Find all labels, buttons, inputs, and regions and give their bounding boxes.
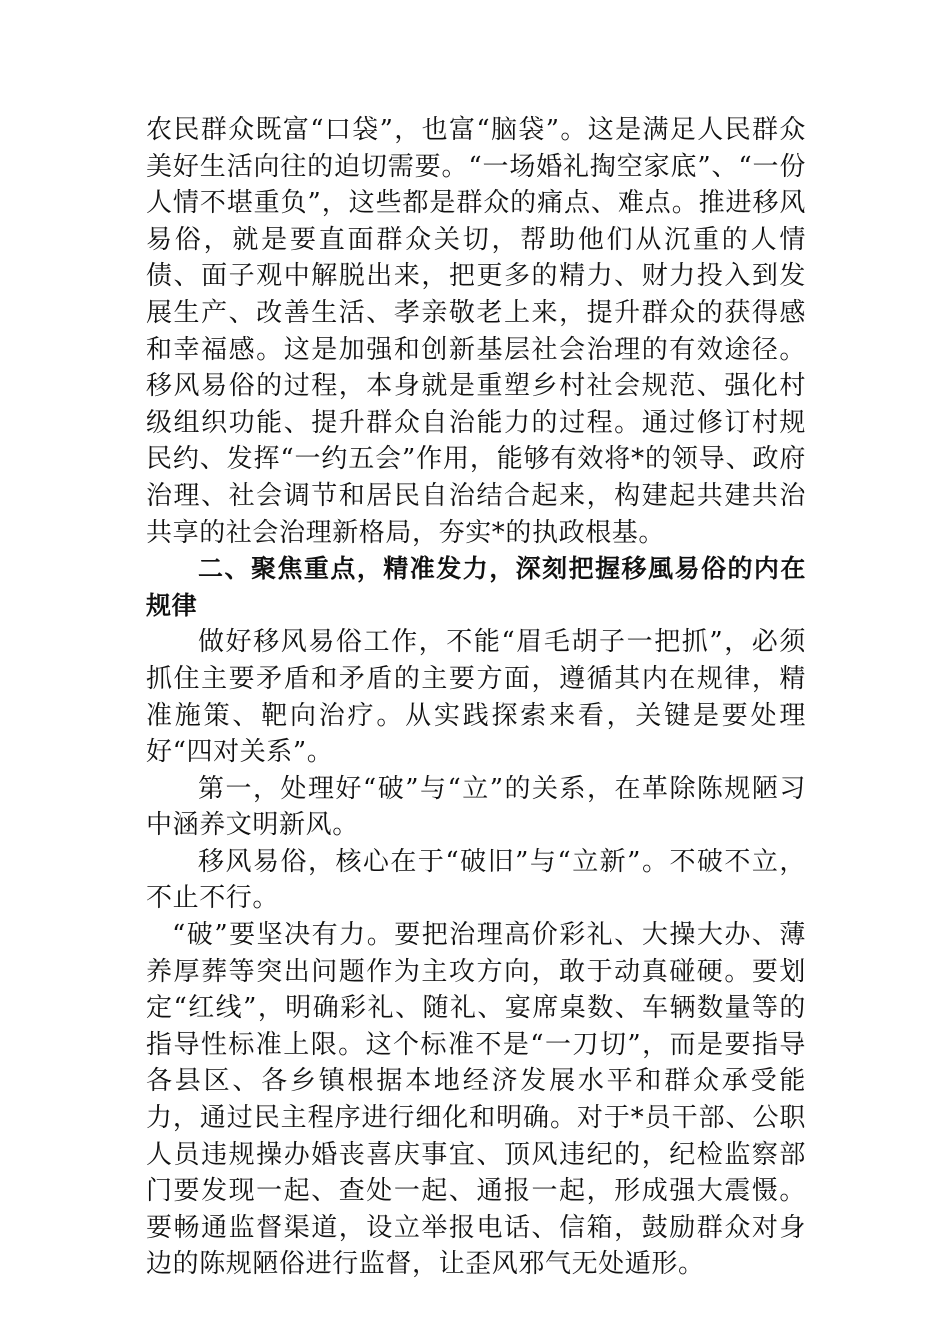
body-paragraph-1: 农民群众既富“口袋”，也富“脑袋”。这是满足人民群众美好生活向往的迫切需要。“一场婚礼掏空家底”、“一份人情不堪重负”，这些都是群众的痛点、难点。推进移风易俗，就是要直面群众关切，帮助他们从沉重的人情债、面子观中解脱出来，把更多的精力、财力投入到发展生产、改善生活、孝亲敬老上来，提升群众的获得感和幸福感。这是加强和创新基层社会治理的有效途径。移风易俗的过程，本身就是重塑乡村社会规范、强化村级组织功能、提升群众自治能力的过程。通过修订村规民约、发挥“一约五会”作用，能够有效将*的领导、政府治理、社会调节和居民自治结合起来，构建起共建共治共享的社会治理新格局，夯实*的执政根基。: [146, 115, 806, 548]
body-paragraph-5: “破”要坚决有力。要把治理高价彩礼、大操大办、薄养厚葬等突出问题作为主攻方向，敢于动真碰硬。要划定“红线”，明确彩礼、随礼、宴席桌数、车辆数量等的指导性标准上限。这个标准不是“一刀切”，而是要指导各县区、各乡镇根据本地经济发展水平和群众承受能力，通过民主程序进行细化和明确。对于*员干部、公职人员违规操办婚丧喜庆事宜、顶风违纪的，纪检监察部门要发现一起、查处一起、通报一起，形成强大震慑。要畅通监督渠道，设立举报电话、信箱，鼓励群众对身边的陈规陋俗进行监督，让歪风邪气无处遁形。: [146, 920, 806, 1280]
document-page: [146, 112, 806, 1283]
body-paragraph-3: 第一，处理好“破”与“立”的关系，在革除陈规陋习中涵养文明新风。: [146, 773, 806, 841]
body-paragraph-2: 做好移风易俗工作，不能“眉毛胡子一把抓”，必须抓住主要矛盾和矛盾的主要方面，遵循其内在规律，精准施策、靶向治疗。从实践探索来看，关键是要处理好“四对关系”。: [146, 627, 806, 768]
body-paragraph-4: 移风易俗，核心在于“破旧”与“立新”。不破不立，不止不行。: [146, 846, 806, 914]
section-heading-2: 二、聚焦重点，精准发力，深刻把握移風易俗的内在规律: [146, 554, 806, 620]
